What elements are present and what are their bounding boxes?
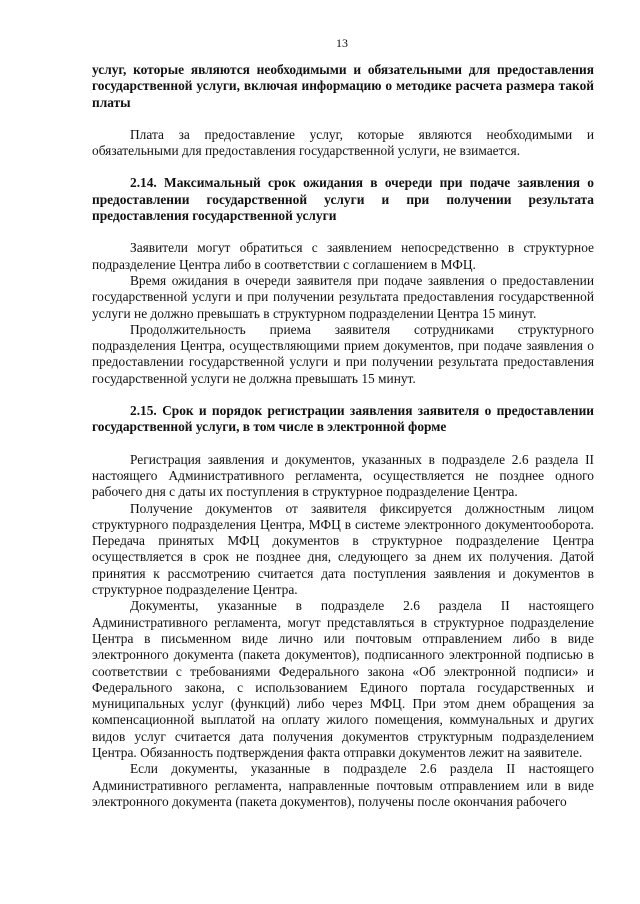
spacer [92,436,594,452]
paragraph-applicants-may-apply: Заявители могут обратиться с заявлением непосредственно в структурное подразделение Центра либо в соответствии с соглашением в МФЦ. [92,240,594,272]
paragraph-waiting-time: Время ожидания в очереди заявителя при подаче заявления о предоставлении государственной услуги и при получении результата предоставления государственной услуги не должно превышать в структурном подразделении Центра 15 минут. [92,272,594,321]
paragraph-fee-not-charged: Плата за предоставление услуг, которые являются необходимыми и обязательными для предоставления государственной услуги, не взимается. [92,126,594,159]
paragraph-reception-duration: Продолжительность приема заявителя сотрудниками структурного подразделения Центра, осуществляющими прием документов, при подаче заявления о предоставлении государственной услуги и при получении результата предоставления государственной услуги не должна превышать 15 минут. [92,321,594,386]
paragraph-document-submission: Документы, указанные в подразделе 2.6 раздела II настоящего Административного регламента, могут представляться в структурное подразделение Центра в письменном виде лично или почтовым отправлением либо в виде электронного документа (пакета документов), подписанного электронной подписью в соответствии с требованиями Федерального закона «Об электронной подписи» и Федерального закона, с использованием Единого портала государственных и муниципальных услуг (функций) либо через МФЦ. При этом днем обращения за компенсационной выплатой на оплату жилого помещения, коммунальных и других видов услуг считается дата получения документов структурным подразделением Центра. Обязанность подтверждения факта отправки документов лежит на заявителе. [92,598,594,760]
spacer [92,387,594,403]
page-number: 13 [336,36,348,50]
document-page [92,36,594,810]
section-heading-2-15: 2.15. Срок и порядок регистрации заявления заявителя о предоставлении государственной услуги, в том числе в электронной форме [92,403,594,435]
spacer [92,159,594,175]
paragraph-document-receipt: Получение документов от заявителя фиксируется должностным лицом структурного подразделения Центра, МФЦ в системе электронного документооборота. Передача принятых МФЦ документов в структурное подразделение Центра осуществляется в срок не позднее дня, следующего за днем их получения. Датой принятия к рассмотрению считается дата поступления заявления и документов в структурное подразделение Центра. [92,500,594,598]
spacer [92,224,594,240]
section-heading-2-14: 2.14. Максимальный срок ожидания в очереди при подаче заявления о предоставлении государственной услуги и при получении результата предоставления государственной услуги [92,175,594,224]
section-heading-fee-continuation: услуг, которые являются необходимыми и обязательными для предоставления государственной услуги, включая информацию о методике расчета размера такой платы [92,62,594,110]
paragraph-registration: Регистрация заявления и документов, указанных в подразделе 2.6 раздела II настоящего Административного регламента, осуществляется не позднее одного рабочего дня с даты их поступления в структурное подразделение Центра. [92,451,594,500]
spacer [92,111,594,127]
paragraph-documents-after-hours: Если документы, указанные в подразделе 2.6 раздела II настоящего Административного регламента, направленные почтовым отправлением или в виде электронного документа (пакета документов), получены после окончания рабочего [92,761,594,809]
